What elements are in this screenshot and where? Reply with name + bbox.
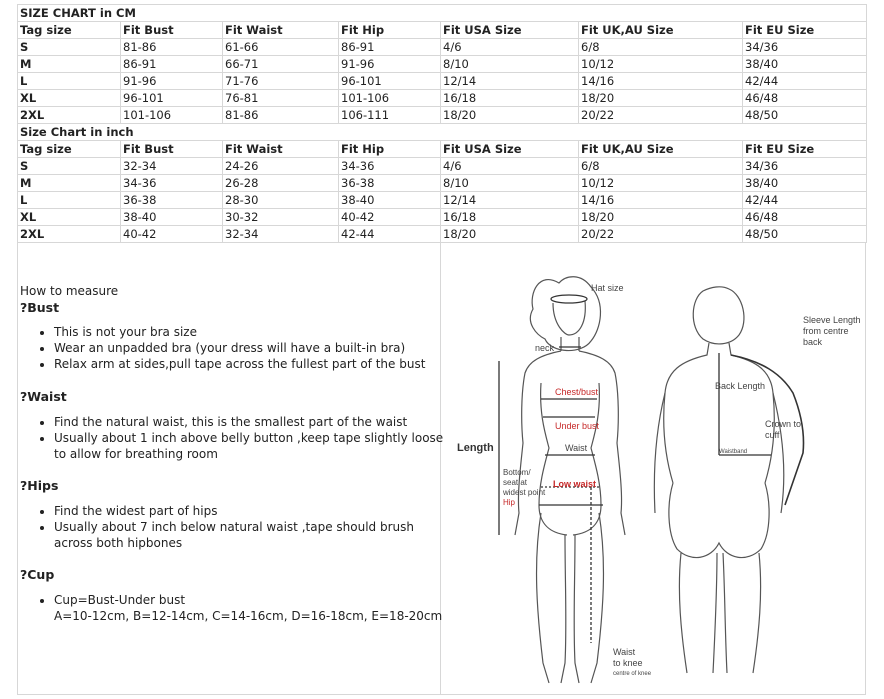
figure-labels [457, 283, 861, 677]
table-cell: 101-106 [121, 107, 223, 124]
table-cell: 18/20 [579, 90, 743, 107]
list-item: • Find the natural waist, this is the smallest part of the waist [54, 414, 444, 430]
column-header: Fit Waist [223, 141, 339, 158]
table-cell: 81-86 [223, 107, 339, 124]
cup-heading: ?Cup [20, 567, 55, 582]
column-header: Fit EU Size [743, 141, 867, 158]
table-cell: 18/20 [579, 209, 743, 226]
column-header: Fit UK,AU Size [579, 141, 743, 158]
waist-list [32, 414, 444, 462]
table-cell: 18/20 [441, 107, 579, 124]
table-cell: 10/12 [579, 175, 743, 192]
underbust-label: Under bust [555, 421, 600, 431]
cup-list [32, 592, 444, 624]
sleeve-label-3: back [803, 337, 823, 347]
bottom-label-2: seat at [503, 478, 528, 487]
tag-size-cell: M [18, 56, 121, 73]
tag-size-cell: 2XL [18, 107, 121, 124]
list-item: • Wear an unpadded bra (your dress will have a built-in bra) [54, 340, 444, 356]
knee-label-2: to knee [613, 658, 643, 668]
table-cell: 91-96 [339, 56, 441, 73]
tag-size-cell: XL [18, 90, 121, 107]
front-neck-outline [561, 337, 579, 351]
table-cell: 30-32 [223, 209, 339, 226]
table-cell: 14/16 [579, 73, 743, 90]
length-label: Length [457, 442, 494, 454]
table-cell: 81-86 [121, 39, 223, 56]
table-cell: 48/50 [743, 107, 867, 124]
table-cell: 18/20 [441, 226, 579, 243]
hat-size-tape [551, 295, 587, 303]
table-cell: 38/40 [743, 56, 867, 73]
hips-list [32, 503, 444, 551]
column-header: Fit Hip [339, 141, 441, 158]
table-cell: 36-38 [121, 192, 223, 209]
list-item: • Usually about 7 inch below natural waist ,tape should brush across both hipbones [54, 519, 444, 551]
tag-size-cell: S [18, 158, 121, 175]
table-cell: 6/8 [579, 39, 743, 56]
table-cell: 28-30 [223, 192, 339, 209]
table-row [18, 192, 867, 209]
bottom-label-3: widest point [503, 488, 546, 497]
table-cell: 86-91 [121, 56, 223, 73]
column-header: Tag size [18, 22, 121, 39]
sleeve-label-2: from centre [803, 326, 849, 336]
table-cell: 16/18 [441, 209, 579, 226]
table-cell: 34-36 [121, 175, 223, 192]
tag-size-cell: XL [18, 209, 121, 226]
waist-label: Waist [565, 443, 588, 453]
table-row [18, 90, 867, 107]
table-cell: 12/14 [441, 192, 579, 209]
table-cell: 14/16 [579, 192, 743, 209]
tag-size-cell: M [18, 175, 121, 192]
table-cell: 76-81 [223, 90, 339, 107]
chest-label: Chest/bust [555, 387, 599, 397]
hat-size-label: Hat size [591, 283, 624, 293]
table-row [18, 226, 867, 243]
table-cell: 71-76 [223, 73, 339, 90]
back-hips-outline [669, 483, 769, 558]
table-cell: 48/50 [743, 226, 867, 243]
measurement-figure [441, 243, 865, 694]
table-row [18, 107, 867, 124]
table-cell: 46/48 [743, 209, 867, 226]
table-row [18, 209, 867, 226]
table-cell: 66-71 [223, 56, 339, 73]
table-title: Size Chart in inch [18, 124, 867, 141]
table-title: SIZE CHART in CM [18, 5, 867, 22]
back-legs-outline [679, 553, 760, 673]
table-cell: 34-36 [339, 158, 441, 175]
body-diagram [441, 243, 865, 695]
table-cell: 96-101 [339, 73, 441, 90]
bottom-label-1: Bottom/ [503, 468, 531, 477]
table-row [18, 73, 867, 90]
tag-size-cell: 2XL [18, 226, 121, 243]
table-cell: 4/6 [441, 158, 579, 175]
table-cell: 16/18 [441, 90, 579, 107]
list-item: • This is not your bra size [54, 324, 444, 340]
crown-label-1: Crown to [765, 419, 802, 429]
table-cell: 8/10 [441, 56, 579, 73]
front-face-outline [553, 301, 585, 335]
table-cell: 6/8 [579, 158, 743, 175]
table-cell: 86-91 [339, 39, 441, 56]
table-cell: 38/40 [743, 175, 867, 192]
table-row [18, 175, 867, 192]
table-title-row [18, 124, 867, 141]
table-cell: 12/14 [441, 73, 579, 90]
column-header: Tag size [18, 141, 121, 158]
front-hair-outline [530, 277, 600, 351]
waist-heading: ?Waist [20, 389, 67, 404]
table-cell: 101-106 [339, 90, 441, 107]
column-header: Fit EU Size [743, 22, 867, 39]
column-header: Fit UK,AU Size [579, 22, 743, 39]
table-cell: 38-40 [121, 209, 223, 226]
hips-heading: ?Hips [20, 478, 59, 493]
table-cell: 40-42 [339, 209, 441, 226]
neck-label: neck [535, 343, 555, 353]
table-row [18, 158, 867, 175]
table-cell: 61-66 [223, 39, 339, 56]
table-cell: 36-38 [339, 175, 441, 192]
list-item: • Find the widest part of hips [54, 503, 444, 519]
knee-label-1: Waist [613, 647, 636, 657]
table-header-row [18, 22, 867, 39]
column-header: Fit USA Size [441, 22, 579, 39]
table-cell: 38-40 [339, 192, 441, 209]
column-header: Fit Bust [121, 141, 223, 158]
size-tables [17, 4, 867, 243]
list-item: • Usually about 1 inch above belly button ,keep tape slightly loose to allow for breathing room [54, 430, 444, 462]
table-cell: 42-44 [339, 226, 441, 243]
table-cell: 32-34 [223, 226, 339, 243]
table-cell: 42/44 [743, 192, 867, 209]
sleeve-label-1: Sleeve Length [803, 315, 861, 325]
table-cell: 40-42 [121, 226, 223, 243]
crown-label-2: cuff [765, 430, 780, 440]
list-item [54, 592, 444, 624]
table-cell: 8/10 [441, 175, 579, 192]
measure-instructions [18, 243, 444, 694]
size-chart-sheet [17, 4, 866, 695]
column-header: Fit USA Size [441, 141, 579, 158]
back-length-label: Back Length [715, 381, 766, 391]
table-cell: 34/36 [743, 158, 867, 175]
table-row [18, 39, 867, 56]
column-header: Fit Hip [339, 22, 441, 39]
table-header-row [18, 141, 867, 158]
table-cell: 20/22 [579, 226, 743, 243]
cup-values: A=10-12cm, B=12-14cm, C=14-16cm, D=16-18cm, E=18-20cm [54, 609, 443, 623]
table-cell: 24-26 [223, 158, 339, 175]
table-cell: 34/36 [743, 39, 867, 56]
column-header: Fit Waist [223, 22, 339, 39]
table-cell: 46/48 [743, 90, 867, 107]
cup-formula: • Cup=Bust-Under bust [54, 593, 186, 607]
low-waist-label: Low waist [553, 479, 597, 489]
table-cell: 106-111 [339, 107, 441, 124]
table-cell: 42/44 [743, 73, 867, 90]
table-cell: 20/22 [579, 107, 743, 124]
table-cell: 91-96 [121, 73, 223, 90]
tag-size-cell: L [18, 73, 121, 90]
knee-label-3: centre of knee [613, 671, 652, 677]
column-header: Fit Bust [121, 22, 223, 39]
how-to-measure-title: How to measure [20, 284, 119, 298]
table-cell: 96-101 [121, 90, 223, 107]
table-cell: 32-34 [121, 158, 223, 175]
bust-heading: ?Bust [20, 300, 60, 315]
back-head-outline [693, 287, 744, 344]
tag-size-cell: S [18, 39, 121, 56]
table-row [18, 56, 867, 73]
table-cell: 26-28 [223, 175, 339, 192]
measure-guide [17, 243, 866, 695]
front-legs-outline [537, 513, 604, 683]
front-body-outline [539, 383, 601, 535]
table-title-row [18, 5, 867, 22]
hip-label: Hip [503, 498, 516, 507]
list-item: • Relax arm at sides,pull tape across the fullest part of the bust [54, 356, 444, 372]
table-cell: 4/6 [441, 39, 579, 56]
tag-size-cell: L [18, 192, 121, 209]
waistband-label: Waistband [719, 449, 748, 455]
table-cell: 10/12 [579, 56, 743, 73]
bust-list [32, 324, 444, 372]
